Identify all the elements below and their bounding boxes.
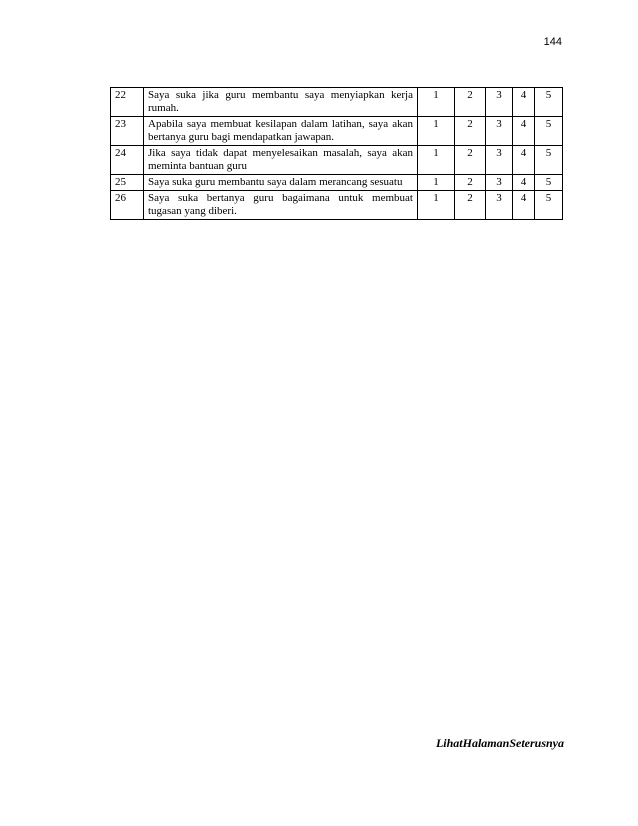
score-option: 5: [535, 191, 563, 220]
footer-continue-note: LihatHalamanSeterusnya: [435, 736, 564, 750]
item-statement: Saya suka bertanya guru bagaimana untuk membuat tugasan yang diberi.: [144, 191, 418, 220]
score-option: 4: [513, 146, 535, 175]
score-option: 1: [418, 191, 455, 220]
score-option: 2: [455, 175, 486, 191]
score-option: 1: [418, 88, 455, 117]
item-statement: Apabila saya membuat kesilapan dalam latihan, saya akan bertanya guru bagi mendapatkan jawapan.: [144, 117, 418, 146]
questionnaire-table: [110, 87, 563, 220]
item-number: 25: [111, 175, 144, 191]
score-option: 5: [535, 117, 563, 146]
item-statement: Jika saya tidak dapat menyelesaikan masalah, saya akan meminta bantuan guru: [144, 146, 418, 175]
score-option: 1: [418, 146, 455, 175]
page-number: 144: [543, 36, 562, 48]
table-row: [111, 175, 563, 191]
score-option: 4: [513, 191, 535, 220]
score-option: 4: [513, 88, 535, 117]
score-option: 3: [486, 88, 513, 117]
table-row: [111, 191, 563, 220]
score-option: 2: [455, 191, 486, 220]
score-option: 1: [418, 175, 455, 191]
table-row: [111, 88, 563, 117]
item-number: 22: [111, 88, 144, 117]
score-option: 5: [535, 175, 563, 191]
score-option: 2: [455, 88, 486, 117]
table-row: [111, 146, 563, 175]
score-option: 5: [535, 146, 563, 175]
score-option: 5: [535, 88, 563, 117]
item-number: 23: [111, 117, 144, 146]
score-option: 4: [513, 175, 535, 191]
score-option: 3: [486, 191, 513, 220]
item-number: 24: [111, 146, 144, 175]
score-option: 3: [486, 175, 513, 191]
score-option: 4: [513, 117, 535, 146]
item-number: 26: [111, 191, 144, 220]
score-option: 3: [486, 117, 513, 146]
item-statement: Saya suka jika guru membantu saya menyiapkan kerja rumah.: [144, 88, 418, 117]
item-statement: Saya suka guru membantu saya dalam merancang sesuatu: [144, 175, 418, 191]
score-option: 1: [418, 117, 455, 146]
score-option: 2: [455, 117, 486, 146]
score-option: 3: [486, 146, 513, 175]
table-row: [111, 117, 563, 146]
score-option: 2: [455, 146, 486, 175]
